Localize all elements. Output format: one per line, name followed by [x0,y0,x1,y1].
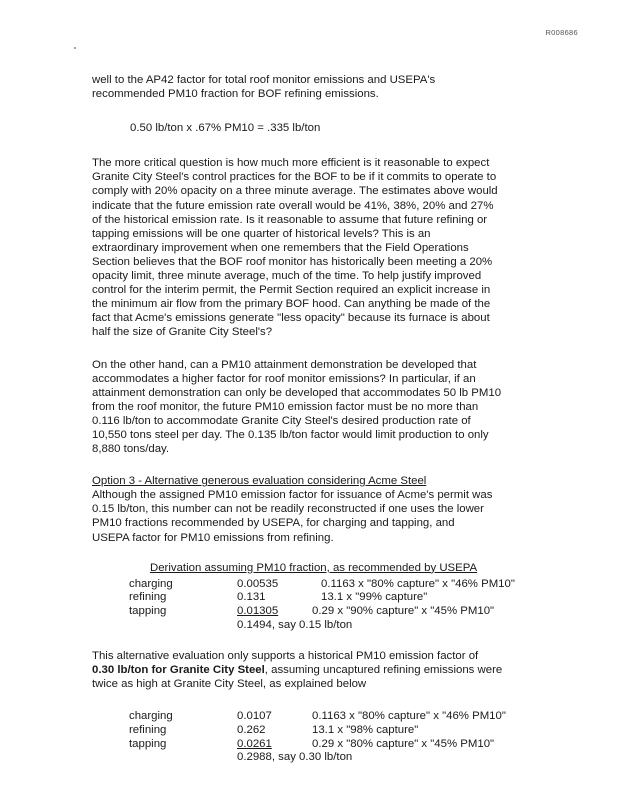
paragraph-attainment: On the other hand, can a PM10 attainment demonstration be developed that accommodates a higher factor for roof monitor emissions? In particular, if an attainment demonstration can only be developed that accommodates 50 lb PM10 from the roof monitor, the future PM10 emission factor must be no more than 0.116 lb/ton to accommodate Granite City Steel's desired production rate of 10,550 tons steel per day. The 0.135 lb/ton factor would limit production to only 8,880 tons/day. [92,358,502,456]
row-value: 0.0107 [237,710,272,723]
row-note: 0.1163 x "80% capture" x "46% PM10" [312,710,506,723]
page-id: R008686 [545,28,578,37]
row-label: charging [129,710,173,723]
row-label: refining [129,591,167,604]
scan-speck [74,47,76,49]
row-value: 0.01305 [237,604,279,617]
text-line: recommended PM10 fraction for BOF refining emissions. [92,88,379,101]
document-body [92,73,522,764]
row-note: 0.29 x "90% capture" x "45% PM10" [312,604,495,617]
row-total: 0.2988, say 0.30 lb/ton [237,751,353,764]
table-row [92,709,522,723]
text-line: well to the AP42 factor for total roof monitor emissions and USEPA's [92,74,436,86]
table-row [92,723,522,737]
row-label: tapping [129,604,167,617]
row-note: 0.29 x "80% capture" x "45% PM10" [312,737,495,750]
row-label: tapping [129,737,167,750]
table-total-row [92,618,522,632]
row-label: refining [129,723,167,736]
row-note: 13.1 x "98% capture" [312,723,419,736]
row-label: charging [129,577,173,590]
row-note: 13.1 x "99% capture" [321,591,428,604]
derivation-table-usepa [92,577,522,631]
pm10-formula: 0.50 lb/ton x .67% PM10 = .335 lb/ton [130,122,321,135]
table-row [92,604,522,618]
emphasis-factor: 0.30 lb/ton for Granite City Steel [92,664,265,677]
row-total: 0.1494, say 0.15 lb/ton [237,618,353,631]
table-row [92,590,522,604]
paragraph-alternative: This alternative evaluation only supports a historical PM10 emission factor of 0.30 lb/ton for Granite City Steel, assuming uncaptured refining emissions were twice as high at Granite City Steel, as explained below [92,650,503,691]
paragraph-option3: Option 3 - Alternative generous evaluation considering Acme Steel Although the assigned PM10 emission factor for issuance of Acme's permit was 0.15 lb/ton, this number can not be readily reconstructed if one uses the lower PM10 fractions recommended by USEPA, for charging and tapping, and USEPA factor for PM10 emissions from refining. [92,475,493,544]
intro-paragraph [92,73,522,101]
row-value: 0.262 [237,723,266,736]
row-value: 0.00535 [237,577,279,590]
table-row [92,577,522,591]
row-value: 0.131 [237,591,266,604]
table-row [92,737,522,751]
paragraph-efficiency: The more critical question is how much more efficient is it reasonable to expect Granite City Steel's control practices for the BOF to be if it commits to operate to comply with 20% opacity on a three minute average. The estimates above would indicate that the future emission rate overall would be 41%, 38%, 20% and 27% of the historical emission rate. Is it reasonable to assume that future refining or tapping emissions will be one quarter of historical levels? This is an extraordinary improvement when one remembers that the Field Operations Section believes that the BOF roof monitor has historically been meeting a 20% opacity limit, three minute average, much of the time. To help justify improved control for the interim permit, the Permit Section required an explicit increase in the minimum air flow from the primary BOF hood. Can anything be made of the fact that Acme's emissions generate "less opacity" because its furnace is about half the size of Granite City Steel's? [92,157,498,339]
row-value: 0.0261 [237,737,272,750]
row-note: 0.1163 x "80% capture" x "46% PM10" [321,577,515,590]
table-total-row [92,750,522,764]
section-heading: Option 3 - Alternative generous evaluation considering Acme Steel [92,475,427,488]
derivation-table-granite-city [92,709,522,763]
table-title: Derivation assuming PM10 fraction, as recommended by USEPA [150,561,478,574]
